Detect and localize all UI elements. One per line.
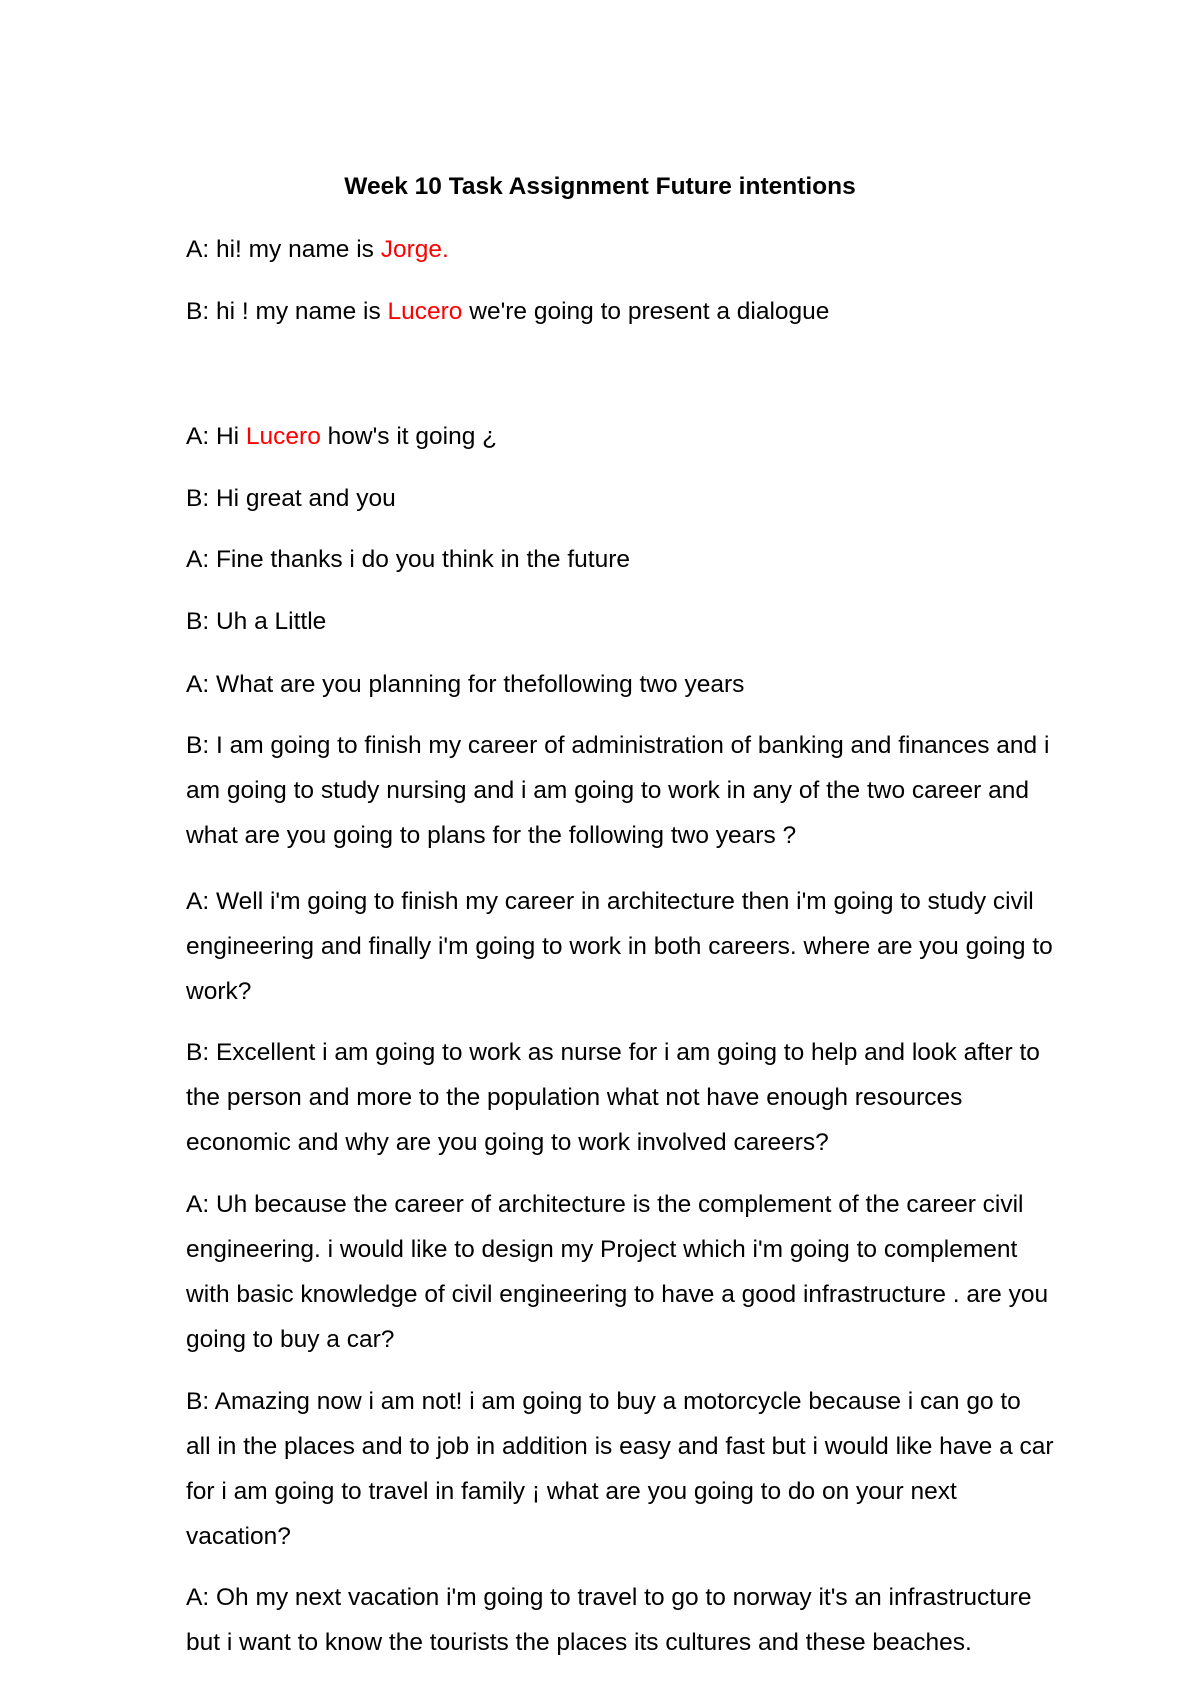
dialogue-paragraph <box>186 1379 1126 1559</box>
dialogue-line: B: Uh a Little <box>186 608 327 635</box>
speaker-name-highlight: Lucero <box>245 423 321 450</box>
paragraph-line: am going to study nursing and i am going to work in any of the two career and <box>186 777 1030 804</box>
paragraph-line: B: Amazing now i am not! i am going to buy a motorcycle because i can go to <box>186 1388 1021 1415</box>
dialogue-paragraph <box>186 1182 1126 1362</box>
paragraph-line: what are you going to plans for the following two years ? <box>186 822 797 849</box>
paragraph-line: but i want to know the tourists the places its cultures and these beaches. <box>186 1629 972 1656</box>
dialogue-paragraph <box>186 1575 1126 1665</box>
dialogue-paragraph <box>186 1030 1126 1165</box>
paragraph-line: B: Excellent i am going to work as nurse for i am going to help and look after to <box>186 1039 1040 1066</box>
speaker-text-after: we're going to present a dialogue <box>462 298 830 325</box>
paragraph-line: engineering. i would like to design my Project which i'm going to complement <box>186 1236 1018 1263</box>
dialogue-line: B: Hi great and you <box>186 485 396 512</box>
paragraph-line: engineering and finally i'm going to work in both careers. where are you going to <box>186 933 1053 960</box>
dialogue-line-greeting <box>186 422 497 452</box>
paragraph-line: the person and more to the population what not have enough resources <box>186 1084 963 1111</box>
dialogue-line-intro-a <box>186 235 449 265</box>
speaker-name-highlight: Jorge. <box>380 236 449 263</box>
paragraph-line: economic and why are you going to work involved careers? <box>186 1129 829 1156</box>
paragraph-line: A: Uh because the career of architecture is the complement of the career civil <box>186 1191 1024 1218</box>
document-title: Week 10 Task Assignment Future intentions <box>344 173 856 200</box>
dialogue-paragraph <box>186 879 1126 1014</box>
paragraph-line: going to buy a car? <box>186 1326 395 1353</box>
paragraph-line: A: Oh my next vacation i'm going to travel to go to norway it's an infrastructure <box>186 1584 1032 1611</box>
paragraph-line: work? <box>186 978 252 1005</box>
speaker-text: A: Hi <box>186 423 246 450</box>
dialogue-line-intro-b <box>186 297 829 327</box>
dialogue-line: A: Fine thanks i do you think in the future <box>186 546 630 573</box>
speaker-text: A: hi! my name is <box>186 236 381 263</box>
speaker-text-after: how's it going ¿ <box>320 423 498 450</box>
paragraph-line: with basic knowledge of civil engineering to have a good infrastructure . are you <box>186 1281 1049 1308</box>
dialogue-paragraph <box>186 723 1126 858</box>
paragraph-line: vacation? <box>186 1523 291 1550</box>
paragraph-line: A: Well i'm going to finish my career in architecture then i'm going to study civil <box>186 888 1034 915</box>
paragraph-line: B: I am going to finish my career of administration of banking and finances and i <box>186 732 1050 759</box>
speaker-name-highlight: Lucero <box>387 298 463 325</box>
dialogue-line: A: What are you planning for thefollowing two years <box>186 671 745 698</box>
paragraph-line: all in the places and to job in addition is easy and fast but i would like have a car <box>186 1433 1054 1460</box>
speaker-text: B: hi ! my name is <box>186 298 388 325</box>
paragraph-line: for i am going to travel in family ¡ what are you going to do on your next <box>186 1478 957 1505</box>
